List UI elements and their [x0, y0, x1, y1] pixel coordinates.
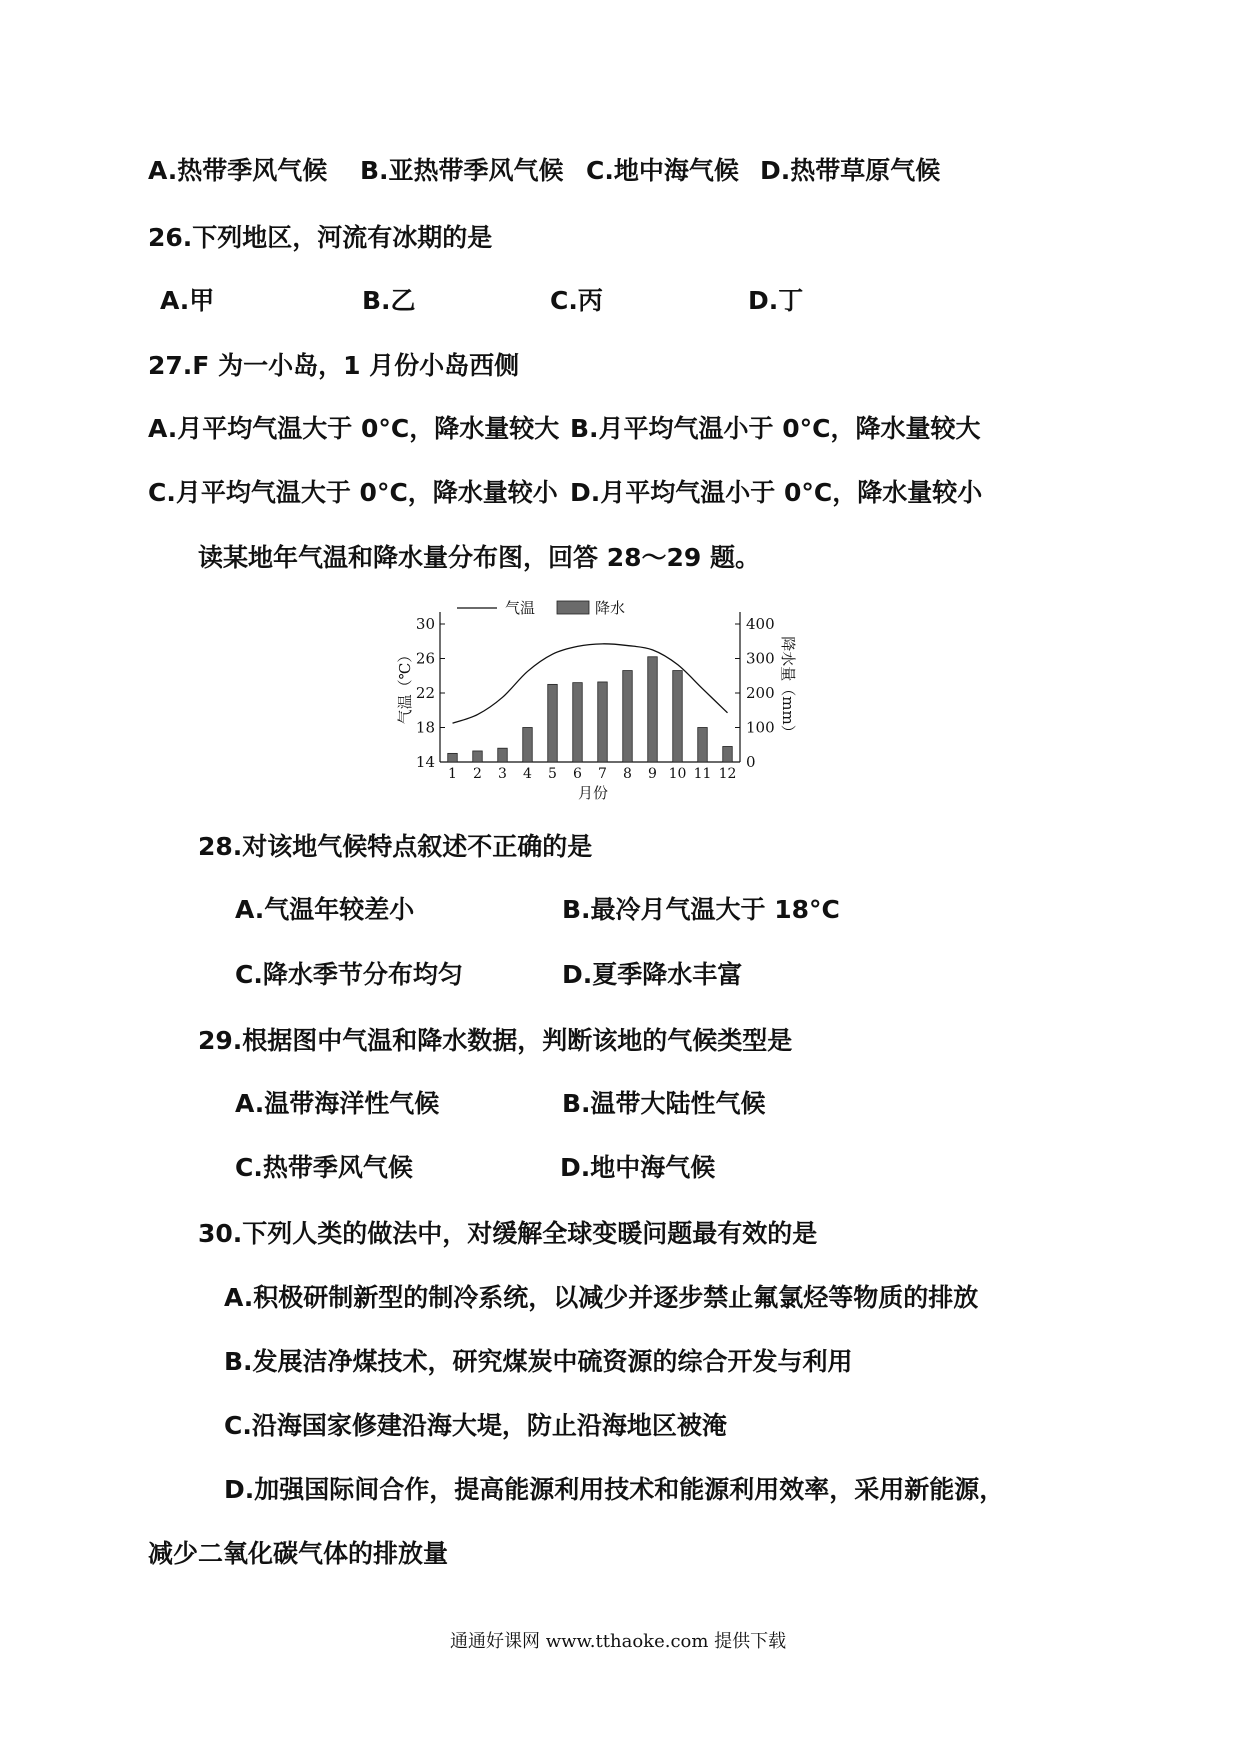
x-tick-label: 12 — [718, 766, 737, 782]
precipitation-bar — [648, 657, 658, 762]
q27-option-a: A.月平均气温大于 0°C，降水量较大 — [148, 414, 560, 443]
right-axis — [735, 612, 775, 771]
temperature-line — [453, 644, 728, 723]
x-tick-label: 4 — [523, 766, 532, 782]
q25-option-d: D.热带草原气候 — [760, 156, 941, 185]
q25-option-b: B.亚热带季风气候 — [360, 156, 564, 185]
legend — [457, 599, 625, 617]
x-tick-label: 6 — [573, 766, 582, 782]
climate-chart — [395, 598, 795, 804]
right-tick-label: 0 — [746, 753, 756, 771]
right-tick-label: 100 — [746, 718, 775, 737]
x-tick-label: 2 — [473, 766, 482, 782]
q29-option-a: A.温带海洋性气候 — [235, 1089, 440, 1118]
q30-option-d: D.加强国际间合作，提高能源利用技术和能源利用效率，采用新能源， — [224, 1475, 1005, 1504]
precipitation-bar — [548, 684, 558, 762]
x-tick-label: 8 — [623, 766, 632, 782]
x-axis-label: 月份 — [577, 784, 609, 802]
x-tick-label: 3 — [498, 766, 507, 782]
q30-question: 30.下列人类的做法中，对缓解全球变暖问题最有效的是 — [198, 1219, 818, 1248]
precipitation-bar — [723, 746, 733, 762]
q27-option-d: D.月平均气温小于 0°C，降水量较小 — [570, 478, 983, 507]
footer-text[interactable]: 通通好课网 www.tthaoke.com 提供下载 — [450, 1631, 787, 1652]
precipitation-bar — [673, 671, 683, 762]
y-axis-label-right: 降水量（mm） — [779, 636, 797, 740]
q27-option-c: C.月平均气温大于 0°C，降水量较小 — [148, 478, 558, 507]
precipitation-bar — [598, 682, 608, 762]
x-tick-label: 7 — [598, 766, 607, 782]
x-tick-label: 11 — [693, 766, 712, 782]
x-tick-label: 1 — [448, 766, 457, 782]
q28-option-b: B.最冷月气温大于 18°C — [562, 895, 840, 924]
precipitation-bar — [623, 671, 633, 762]
q28-option-a: A.气温年较差小 — [235, 895, 415, 924]
left-tick-label: 18 — [415, 718, 435, 737]
q28-option-c: C.降水季节分布均匀 — [235, 960, 463, 989]
q26-question: 26.下列地区，河流有冰期的是 — [148, 223, 493, 252]
chart-intro: 读某地年气温和降水量分布图，回答 28～29 题。 — [198, 543, 760, 572]
left-tick-label: 14 — [415, 753, 435, 771]
q27-option-b: B.月平均气温小于 0°C，降水量较大 — [570, 414, 981, 443]
left-tick-label: 30 — [415, 615, 435, 633]
q29-question: 29.根据图中气温和降水数据，判断该地的气候类型是 — [198, 1026, 793, 1055]
precipitation-bars — [448, 657, 733, 762]
x-ticks — [448, 766, 736, 782]
q29-option-c: C.热带季风气候 — [235, 1153, 413, 1182]
precipitation-bar — [573, 683, 583, 762]
q26-option-c: C.丙 — [550, 286, 603, 315]
q30-option-b: B.发展洁净煤技术，研究煤炭中硫资源的综合开发与利用 — [224, 1347, 853, 1376]
precipitation-bar — [473, 751, 483, 762]
q28-option-d: D.夏季降水丰富 — [562, 960, 743, 989]
q25-option-a: A.热带季风气候 — [148, 156, 328, 185]
x-tick-label: 9 — [648, 766, 657, 782]
q26-option-a: A.甲 — [160, 286, 215, 315]
q26-option-d: D.丁 — [748, 286, 804, 315]
precipitation-bar — [448, 753, 458, 762]
q30-option-a: A.积极研制新型的制冷系统，以减少并逐步禁止氟氯烃等物质的排放 — [224, 1283, 979, 1312]
precipitation-bar — [498, 748, 508, 762]
q28-question: 28.对该地气候特点叙述不正确的是 — [198, 832, 593, 861]
legend-precipitation-label: 降水 — [595, 599, 626, 617]
x-tick-label: 5 — [548, 766, 557, 782]
q25-option-c: C.地中海气候 — [586, 156, 739, 185]
q29-option-d: D.地中海气候 — [560, 1153, 716, 1182]
right-tick-label: 400 — [746, 615, 775, 633]
legend-temperature-label: 气温 — [505, 599, 536, 617]
q29-option-b: B.温带大陆性气候 — [562, 1089, 766, 1118]
precipitation-bar — [698, 728, 708, 763]
precipitation-bar — [523, 728, 533, 763]
y-axis-label-left: 气温（℃） — [396, 647, 414, 725]
temperature-series — [453, 644, 728, 723]
left-tick-label: 22 — [415, 684, 435, 702]
q30-option-d-continuation: 减少二氧化碳气体的排放量 — [148, 1539, 449, 1568]
legend-precipitation-swatch — [557, 601, 589, 614]
q30-option-c: C.沿海国家修建沿海大堤，防止沿海地区被淹 — [224, 1411, 727, 1440]
right-tick-label: 300 — [746, 649, 775, 668]
q27-question: 27.F 为一小岛，1 月份小岛西侧 — [148, 351, 520, 380]
left-tick-label: 26 — [415, 649, 435, 668]
x-tick-label: 10 — [668, 766, 687, 782]
q26-option-b: B.乙 — [362, 286, 416, 315]
right-tick-label: 200 — [746, 684, 775, 702]
